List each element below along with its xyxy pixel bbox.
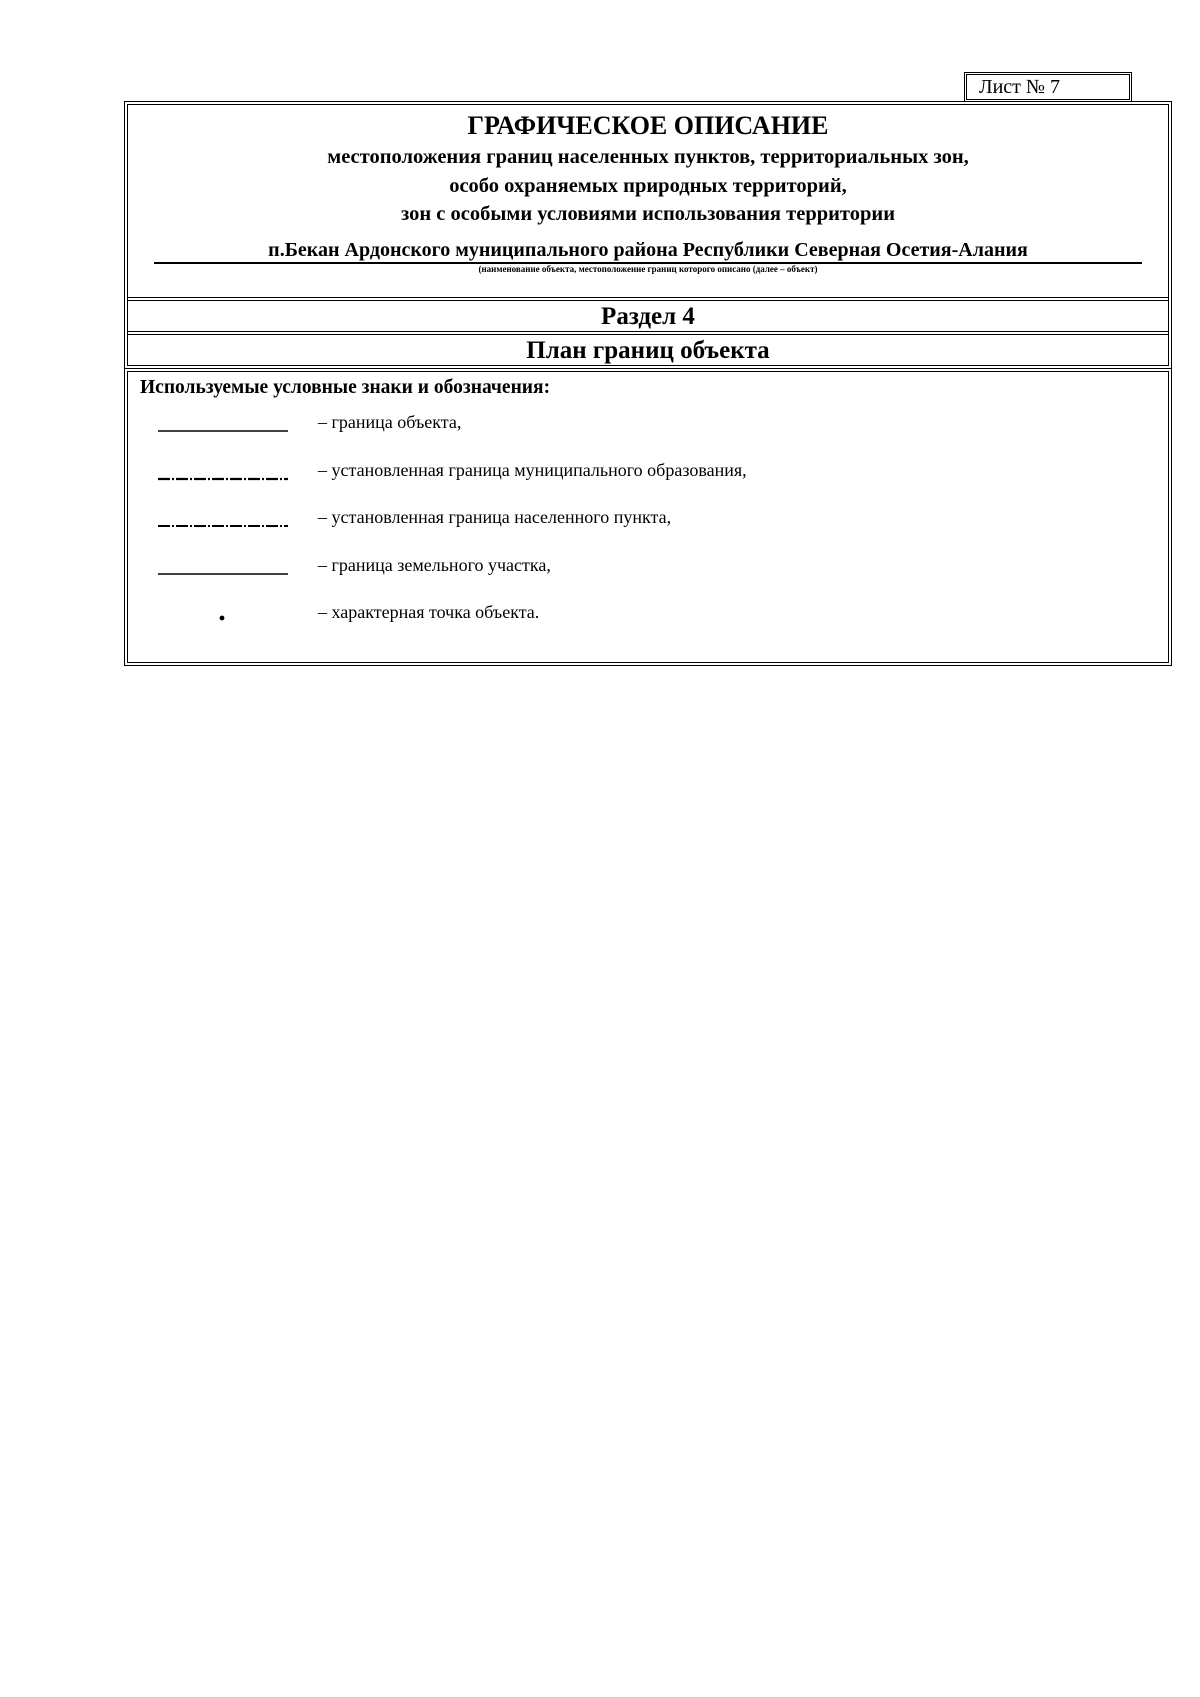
solid-line-icon: [158, 553, 288, 577]
section-title: План границ объекта: [526, 337, 770, 364]
legend-item: [128, 600, 1168, 624]
solid-line-icon: [158, 410, 288, 434]
legend-item: [128, 458, 1168, 482]
legend-item-text: – установленная граница муниципального образования,: [318, 460, 747, 480]
legend-item-text: – характерная точка объекта.: [318, 602, 540, 622]
divider: [128, 297, 1168, 301]
legend-item-text: – граница земельного участка,: [318, 555, 551, 575]
sheet-number: [964, 72, 1132, 102]
point-icon: [158, 600, 288, 624]
legend-item: [128, 505, 1168, 529]
document-subtitle: [128, 143, 1168, 229]
document-header: [124, 101, 1172, 369]
object-name: п.Бекан Ардонского муниципального района Республики Северная Осетия-Алания: [268, 239, 1028, 261]
subtitle-line: местоположения границ населенных пунктов, территориальных зон,: [327, 146, 969, 168]
legend-item: [128, 553, 1168, 577]
legend-item: [128, 410, 1168, 434]
divider: [128, 331, 1168, 335]
legend: [124, 368, 1172, 666]
section-number: Раздел 4: [601, 303, 695, 330]
legend-title: Используемые условные знаки и обозначения:: [140, 377, 551, 398]
sheet-number-label: Лист № 7: [979, 76, 1060, 98]
object-name-caption: (наименование объекта, местоположение границ которого описано (далее – объект): [478, 264, 818, 274]
legend-item-text: – установленная граница населенного пункта,: [318, 507, 672, 527]
subtitle-line: зон с особыми условиями использования территории: [400, 203, 896, 225]
document-title: ГРАФИЧЕСКОЕ ОПИСАНИЕ: [467, 111, 829, 140]
legend-item-text: – граница объекта,: [318, 412, 462, 432]
subtitle-line: особо охраняемых природных территорий,: [449, 174, 847, 197]
dash-dot-line-icon: [158, 458, 288, 482]
dash-dot-line-icon: [158, 505, 288, 529]
